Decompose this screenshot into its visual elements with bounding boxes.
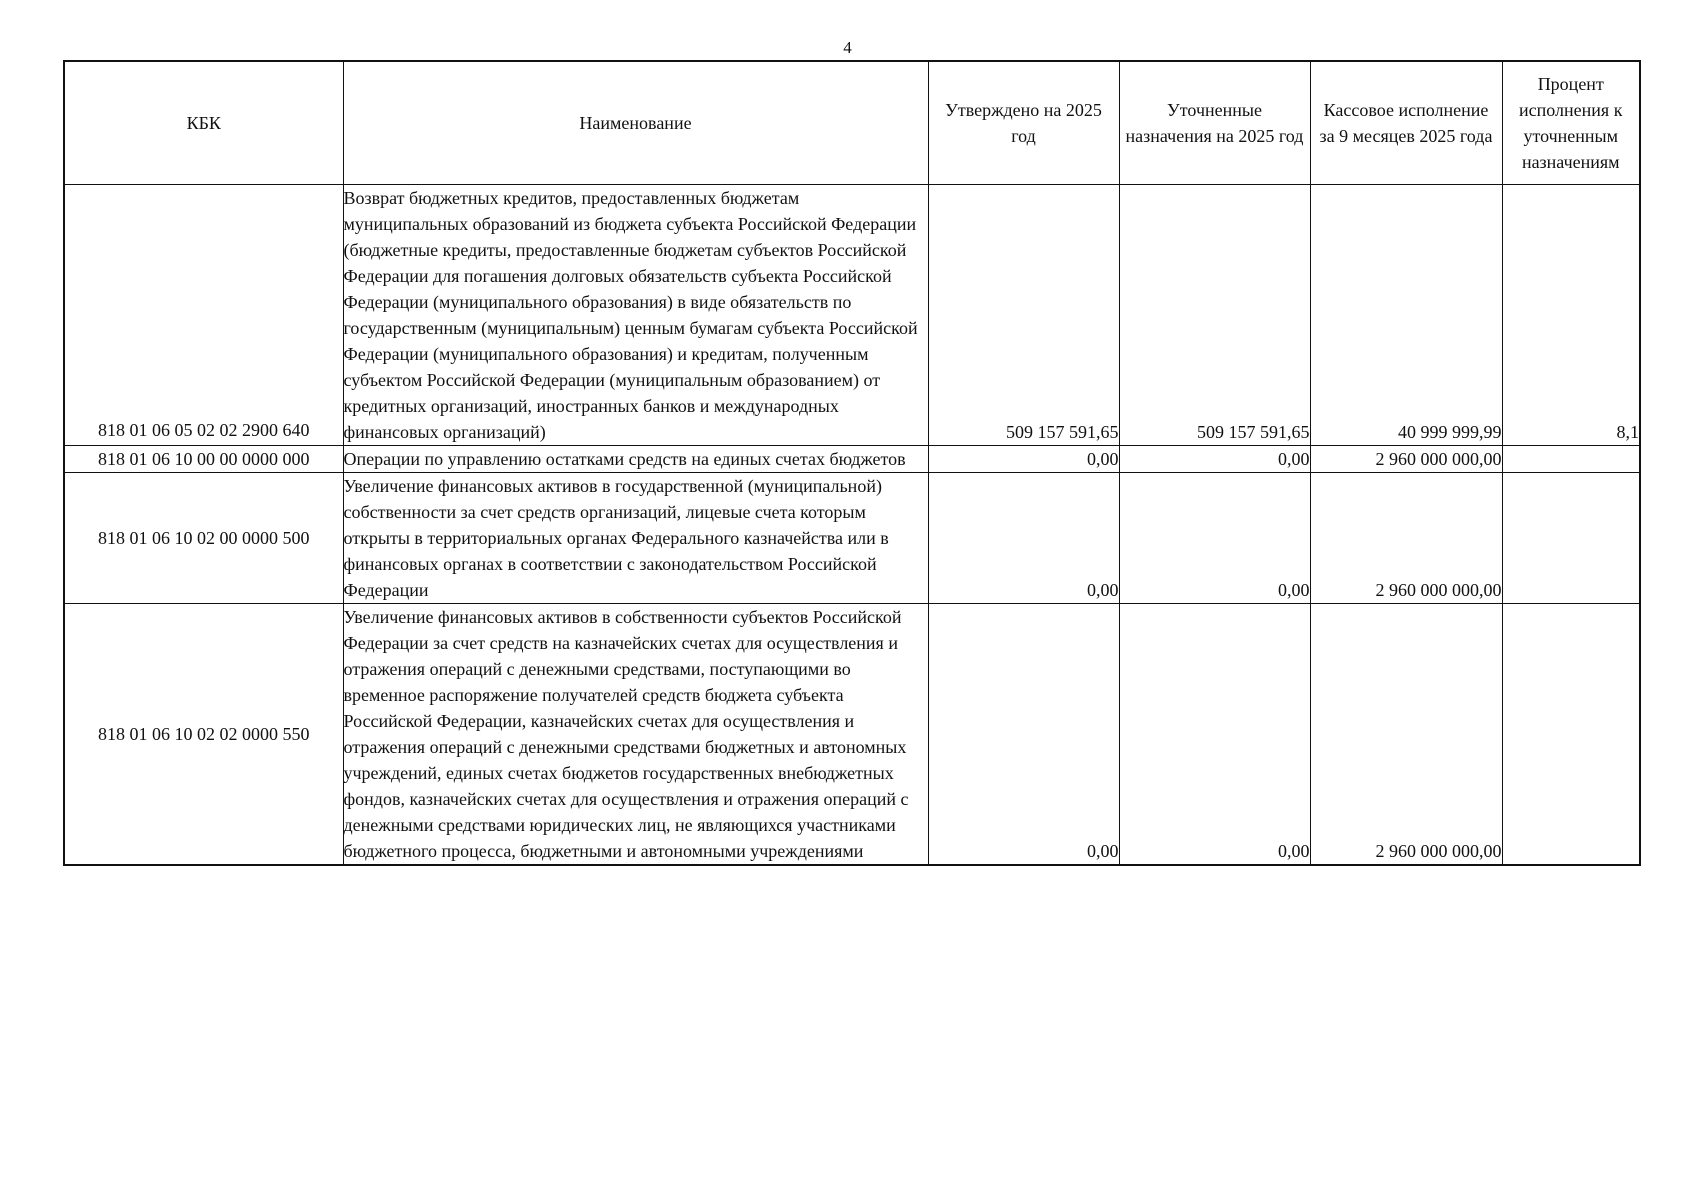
header-percent: Процент исполнения к уточненным назначениям (1502, 61, 1640, 185)
row-refined: 0,00 (1119, 604, 1310, 866)
row-cash: 2 960 000 000,00 (1310, 473, 1502, 604)
table-row (64, 473, 1640, 604)
row-cash: 2 960 000 000,00 (1310, 604, 1502, 866)
row-kbk: 818 01 06 05 02 02 2900 640 (64, 185, 343, 446)
table-row (64, 446, 1640, 473)
budget-execution-table (63, 60, 1641, 866)
row-approved: 0,00 (928, 473, 1119, 604)
row-name: Увеличение финансовых активов в собственности субъектов Российской Федерации за счет средств на казначейских счетах для осуществления и отражения операций с денежными средствами, поступающими во временное распоряжение получателей средств бюджета субъекта Российской Федерации, казначейских счетах для осуществления и отражения операций с денежными средствами бюджетных и автономных учреждений, единых счетах бюджетов государственных внебюджетных фондов, казначейских счетах для осуществления и отражения операций с денежными средствами юридических лиц, не являющихся участниками бюджетного процесса, бюджетными и автономными учреждениями (343, 604, 928, 866)
row-approved: 0,00 (928, 446, 1119, 473)
row-cash: 40 999 999,99 (1310, 185, 1502, 446)
row-refined: 0,00 (1119, 473, 1310, 604)
row-name: Операции по управлению остатками средств на единых счетах бюджетов (343, 446, 928, 473)
header-kbk: КБК (64, 61, 343, 185)
row-name: Увеличение финансовых активов в государственной (муниципальной) собственности за счет средств организаций, лицевые счета которым открыты в территориальных органах Федерального казначейства или в финансовых органах в соответствии с законодательством Российской Федерации (343, 473, 928, 604)
table-header-row (64, 61, 1640, 185)
row-approved: 509 157 591,65 (928, 185, 1119, 446)
row-percent: 8,1 (1502, 185, 1640, 446)
page-number: 4 (843, 38, 852, 57)
row-kbk: 818 01 06 10 02 00 0000 500 (64, 473, 343, 604)
header-name: Наименование (343, 61, 928, 185)
header-approved: Утверждено на 2025 год (928, 61, 1119, 185)
row-kbk: 818 01 06 10 00 00 0000 000 (64, 446, 343, 473)
row-name: Возврат бюджетных кредитов, предоставленных бюджетам муниципальных образований из бюджета субъекта Российской Федерации (бюджетные кредиты, предоставленные бюджетам субъектов Российской Федерации для погашения долговых обязательств субъекта Российской Федерации (муниципального образования) в виде обязательств по государственным (муниципальным) ценным бумагам субъекта Российской Федерации (муниципального образования) и кредитам, полученным субъектом Российской Федерации (муниципальным образованием) от кредитных организаций, иностранных банков и международных финансовых организаций) (343, 185, 928, 446)
table-row (64, 185, 1640, 446)
row-percent (1502, 604, 1640, 866)
row-percent (1502, 446, 1640, 473)
row-cash: 2 960 000 000,00 (1310, 446, 1502, 473)
table-row (64, 604, 1640, 866)
row-refined: 509 157 591,65 (1119, 185, 1310, 446)
row-kbk: 818 01 06 10 02 02 0000 550 (64, 604, 343, 866)
row-approved: 0,00 (928, 604, 1119, 866)
row-percent (1502, 473, 1640, 604)
row-refined: 0,00 (1119, 446, 1310, 473)
header-refined: Уточненные назначения на 2025 год (1119, 61, 1310, 185)
header-cash-execution: Кассовое исполнение за 9 месяцев 2025 года (1310, 61, 1502, 185)
